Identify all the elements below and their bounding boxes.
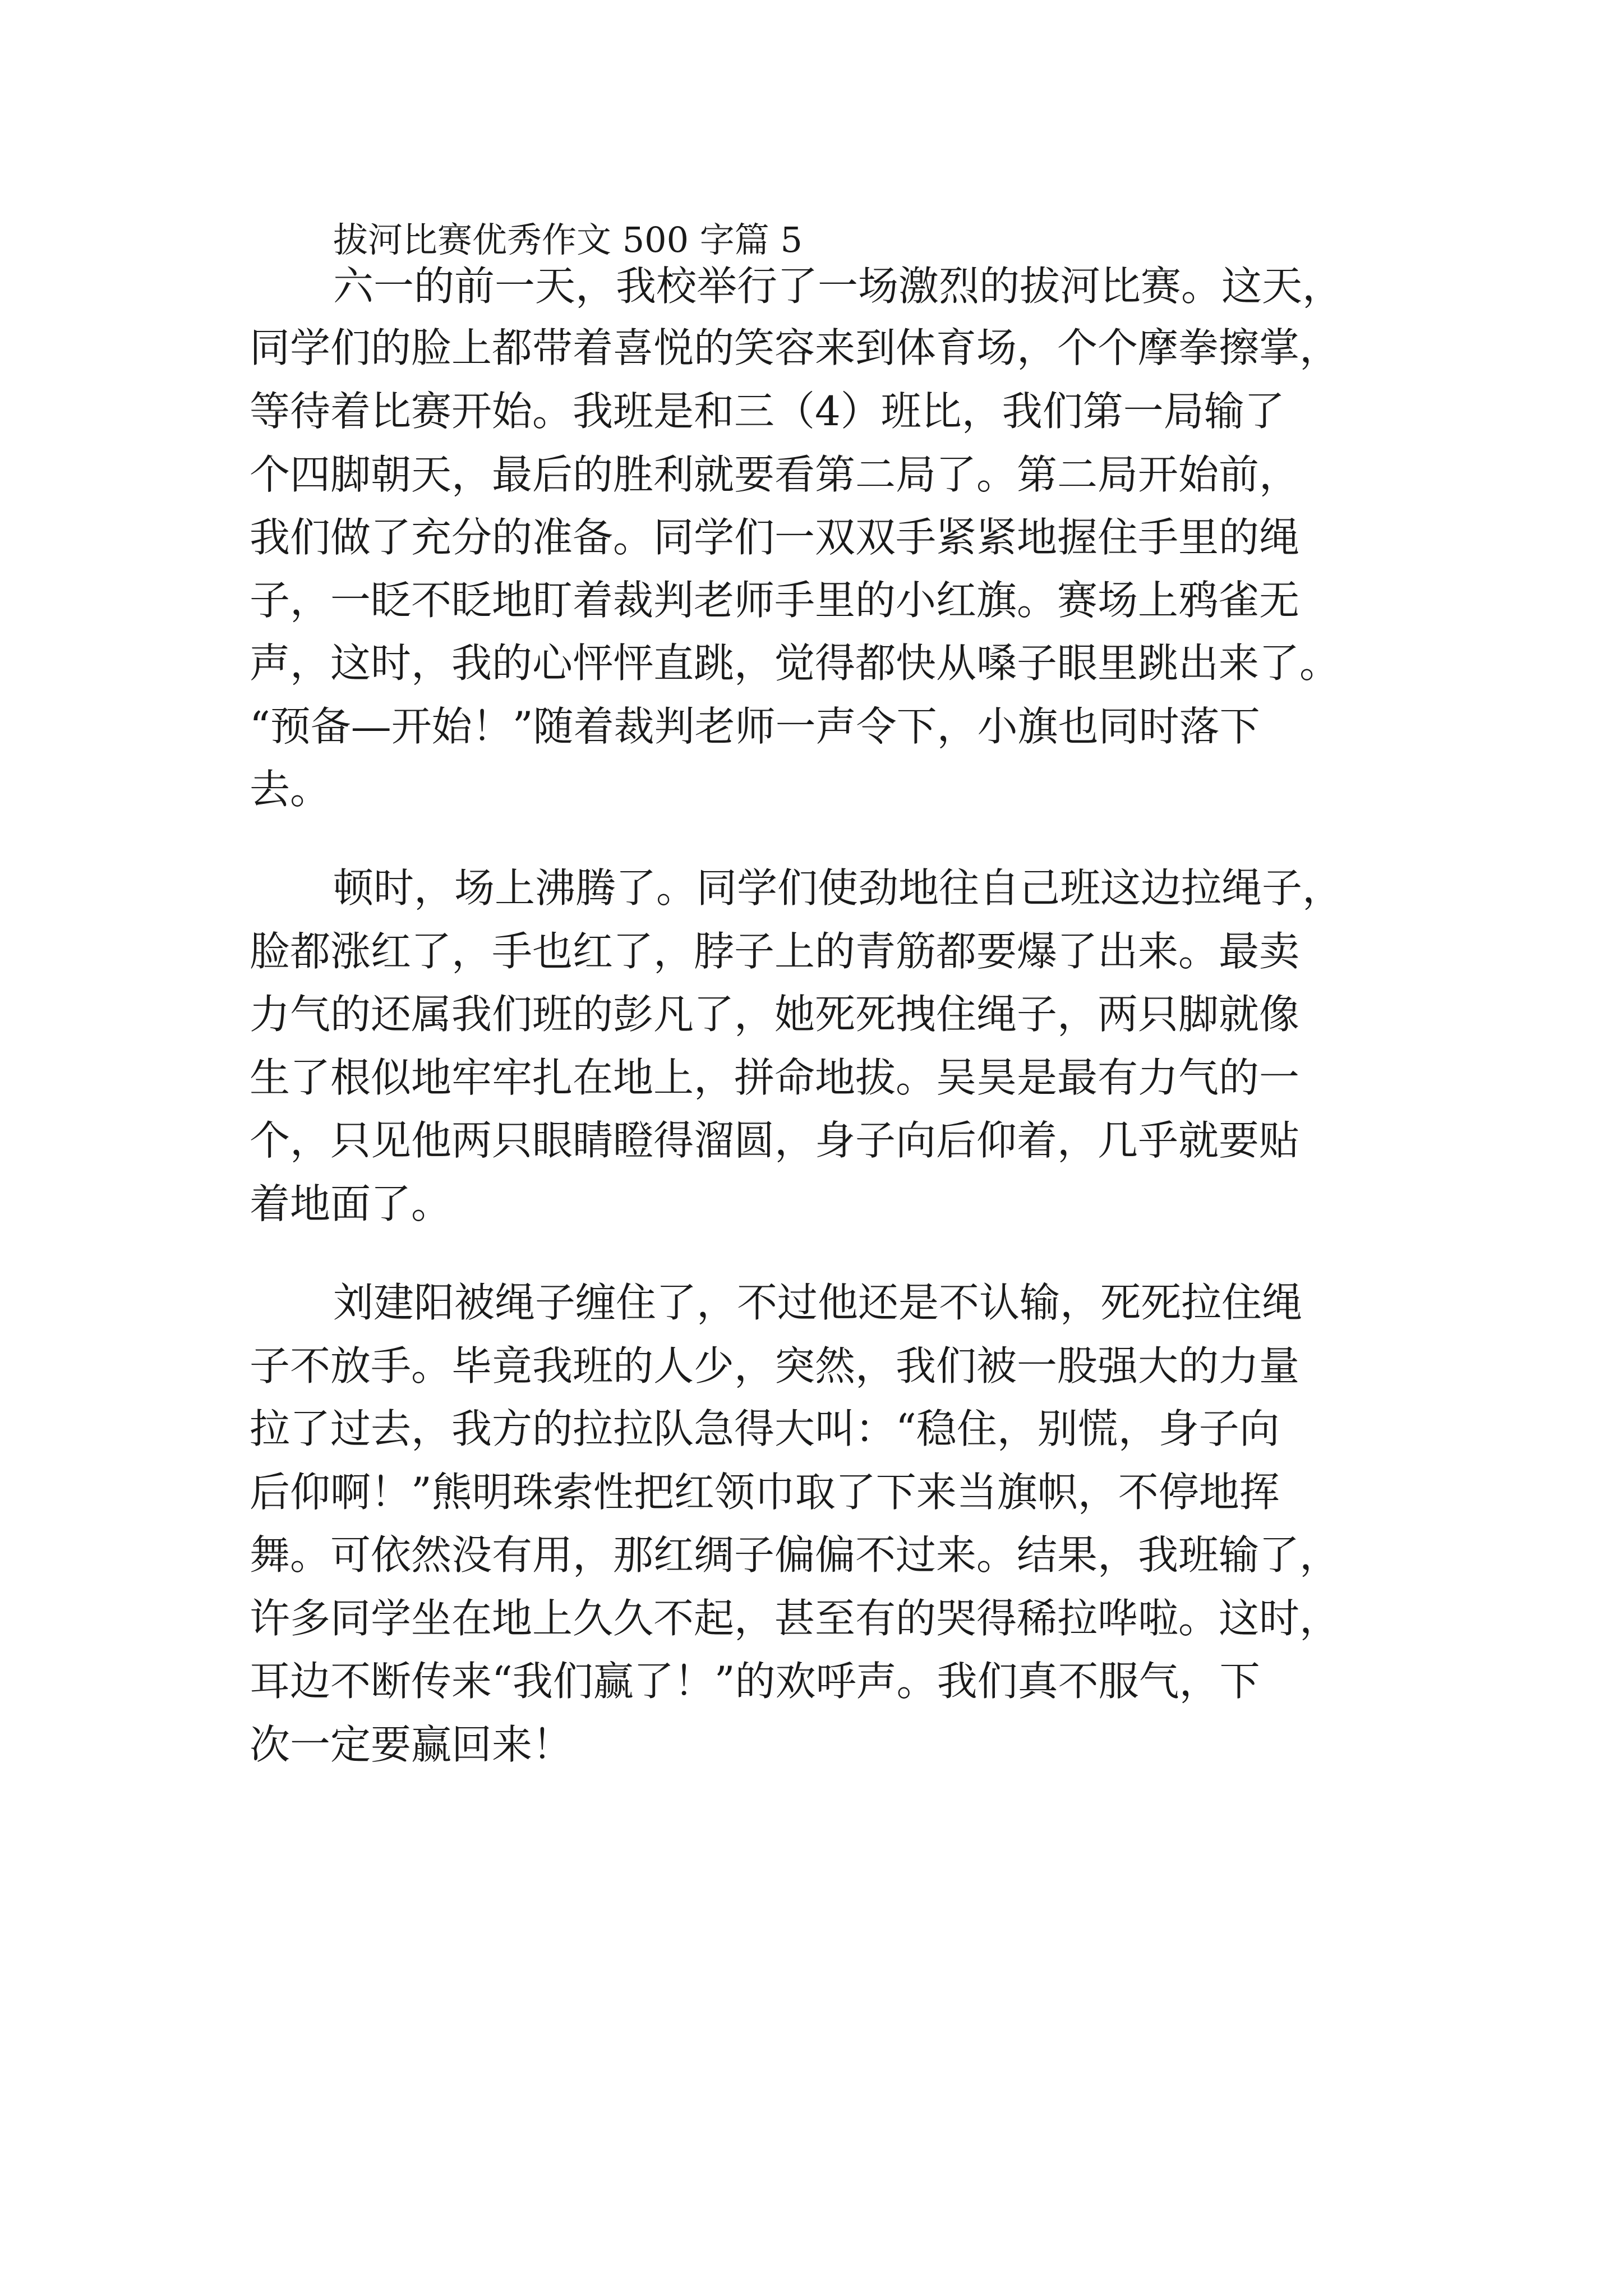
paragraph-2-line-4: 生了根似地牢牢扎在地上，拼命地拔。吴昊是最有力气的一 [250, 1054, 1300, 1101]
paragraph-3-line-3: 拉了过去，我方的拉拉队急得大叫：“稳住，别慌，身子向 [250, 1405, 1280, 1452]
paragraph-1-line-4: 个四脚朝天，最后的胜利就要看第二局了。第二局开始前， [250, 451, 1300, 498]
paragraph-3-line-1: 刘建阳被绳子缠住了，不过他还是不认输，死死拉住绳 [333, 1279, 1303, 1326]
paragraph-1-line-3: 等待着比赛开始。我班是和三（4）班比，我们第一局输了 [250, 388, 1285, 435]
paragraph-1-line-9: 去。 [250, 766, 331, 813]
document-title: 拔河比赛优秀作文 500 字篇 5 [333, 219, 803, 260]
paragraph-3-line-2: 子不放手。毕竟我班的人少，突然，我们被一股强大的力量 [250, 1342, 1300, 1389]
paragraph-1-line-5: 我们做了充分的准备。同学们一双双手紧紧地握住手里的绳 [250, 514, 1300, 561]
paragraph-3-line-5: 舞。可依然没有用，那红绸子偏偏不过来。结果，我班输了， [250, 1531, 1340, 1579]
paragraph-3-line-7: 耳边不断传来“我们赢了！”的欢呼声。我们真不服气，下 [250, 1658, 1260, 1705]
paragraph-1-line-1: 六一的前一天，我校举行了一场激烈的拔河比赛。这天， [333, 263, 1343, 310]
paragraph-2-line-6: 着地面了。 [250, 1180, 452, 1227]
paragraph-1-line-7: 声，这时，我的心怦怦直跳，觉得都快从嗓子眼里跳出来了。 [250, 639, 1340, 687]
paragraph-3-line-6: 许多同学坐在地上久久不起，甚至有的哭得稀拉哗啦。这时， [250, 1595, 1340, 1642]
paragraph-2-line-3: 力气的还属我们班的彭凡了，她死死拽住绳子，两只脚就像 [250, 991, 1300, 1038]
paragraph-1-line-8: “预备—开始！”随着裁判老师一声令下，小旗也同时落下 [250, 703, 1260, 750]
paragraph-2-line-1: 顿时，场上沸腾了。同学们使劲地往自己班这边拉绳子， [333, 864, 1343, 912]
paragraph-2-line-5: 个，只见他两只眼睛瞪得溜圆，身子向后仰着，几乎就要贴 [250, 1117, 1300, 1164]
paragraph-3-line-4: 后仰啊！”熊明珠索性把红领巾取了下来当旗帜，不停地挥 [250, 1469, 1280, 1516]
paragraph-2-line-2: 脸都涨红了，手也红了，脖子上的青筋都要爆了出来。最卖 [250, 928, 1300, 975]
paragraph-1-line-6: 子，一眨不眨地盯着裁判老师手里的小红旗。赛场上鸦雀无 [250, 577, 1300, 624]
paragraph-3-line-8: 次一定要赢回来！ [250, 1721, 573, 1768]
paragraph-1-line-2: 同学们的脸上都带着喜悦的笑容来到体育场，个个摩拳擦掌， [250, 324, 1340, 371]
